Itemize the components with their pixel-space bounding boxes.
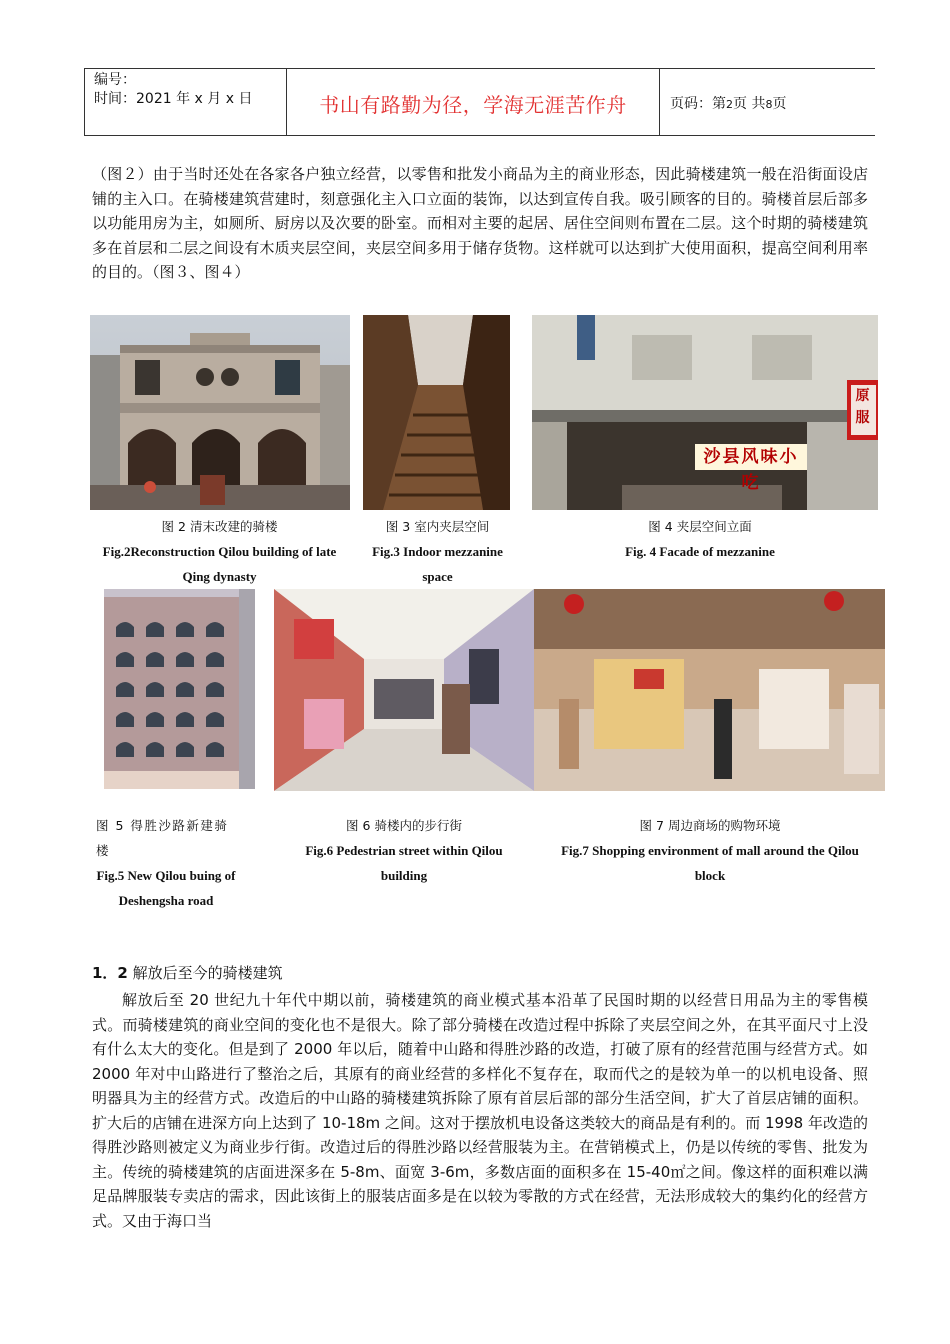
caption-fig3 — [360, 514, 515, 589]
page-total: 8 — [765, 98, 773, 111]
page-header — [84, 68, 875, 136]
caption-en: Fig. 4 Facade of mezzanine — [625, 544, 775, 559]
caption-zh: 图 3 室内夹层空间 — [385, 519, 490, 534]
header-divider — [84, 69, 85, 135]
caption-fig2 — [97, 514, 342, 589]
header-meta — [94, 71, 252, 109]
shop-sign: 沙县风味小吃 — [695, 444, 807, 470]
section-number: 1．2 — [92, 964, 128, 982]
caption-fig4 — [550, 514, 850, 564]
caption-fig5 — [96, 813, 236, 913]
caption-en: Fig.2Reconstruction Qilou building of late Qing dynasty — [102, 544, 337, 584]
photo-fig2 — [90, 315, 350, 510]
caption-zh: 图 5 得胜沙路新建骑楼 — [96, 818, 229, 858]
photo-fig5 — [104, 589, 255, 789]
caption-en: Fig.6 Pedestrian street within Qilou building — [305, 843, 503, 883]
caption-zh: 图 7 周边商场的购物环境 — [639, 818, 781, 833]
page-prefix: 页码：第 — [670, 96, 726, 112]
caption-zh: 图 4 夹层空间立面 — [648, 519, 752, 534]
page-number — [670, 93, 786, 113]
photo-fig4 — [532, 315, 878, 510]
caption-en: Fig.7 Shopping environment of mall around the Qilou block — [561, 843, 859, 883]
body-paragraph-2: 解放后至 20 世纪九十年代中期以前，骑楼建筑的商业模式基本沿革了民国时期的以经营日用品为主的零售模式。而骑楼建筑的商业空间的变化也不是很大。除了部分骑楼在改造过程中拆除了夹层空间之外，在其平面尺寸上没有什么太大的变化。但是到了 2000 年以后，随着中山路和得胜沙路的改造，打破了原有的经营范围与经营方式。如 2000 年对中山路进行了整治之后，其原有的商业经营的多样化不复存在，取而代之的是较为单一的以机电设备、照明器具为主的经营方式。改造后的中山路的骑楼建筑拆除了原有首层后部的部分生活空间，扩大了首层店铺的面积。扩大后的店铺在进深方向上达到了 10-18m 之间。这对于摆放机电设备这类较大的商品是有利的。而 1998 年改造的得胜沙路则被定义为商业步行街。改造过后的得胜沙路以经营服装为主。在营销模式上，仍是以传统的零售、批发为主。传统的骑楼建筑的店面进深多在 5-8m、面宽 3-6m，多数店面的面积多在 15-40㎡之间。像这样的面积难以满足品牌服装专卖店的需求，因此该街上的服装店面多是在以较为零散的方式在经营，无法形成较大的集约化的经营方式。又由于海口当 — [92, 991, 868, 1230]
caption-fig6 — [290, 813, 518, 888]
section-title: 解放后至今的骑楼建筑 — [132, 964, 283, 982]
header-motto: 书山有路勤为径，学海无涯苦作舟 — [319, 93, 627, 117]
page-suffix: 页 — [772, 96, 787, 112]
caption-zh: 图 2 清末改建的骑楼 — [161, 519, 278, 534]
caption-zh: 图 6 骑楼内的步行街 — [346, 818, 462, 833]
date-label: 时间：2021 年 x 月 x 日 — [94, 91, 253, 107]
body-paragraph-1: （图２）由于当时还处在各家各户独立经营，以零售和批发小商品为主的商业形态，因此骑楼建筑一般在沿街面设店铺的主入口。在骑楼建筑营建时，刻意强化主入口立面的装饰，以达到宣传自我。吸引顾客的目的。骑楼首层后部多以功能用房为主，如厕所、厨房以及次要的卧室。而相对主要的起居、居住空间则布置在二层。这个时期的骑楼建筑多在首层和二层之间设有木质夹层空间，夹层空间多用于储存货物。这样就可以达到扩大使用面积，提高空间利用率的目的。（图３、图４） — [92, 165, 868, 281]
caption-en: Fig.3 Indoor mezzanine space — [372, 544, 503, 584]
page-current: 2 — [726, 98, 733, 111]
page-middle: 页 共 — [733, 96, 766, 112]
side-sign: 原服 — [851, 385, 876, 435]
header-divider — [659, 69, 660, 135]
photo-fig6 — [274, 589, 534, 791]
photo-fig3 — [363, 315, 510, 510]
caption-en: Fig.5 New Qilou buing of Deshengsha road — [96, 868, 236, 908]
section-heading — [92, 962, 283, 983]
photo-fig7 — [534, 589, 885, 791]
number-label: 编号： — [94, 72, 136, 88]
caption-fig7 — [558, 813, 862, 888]
